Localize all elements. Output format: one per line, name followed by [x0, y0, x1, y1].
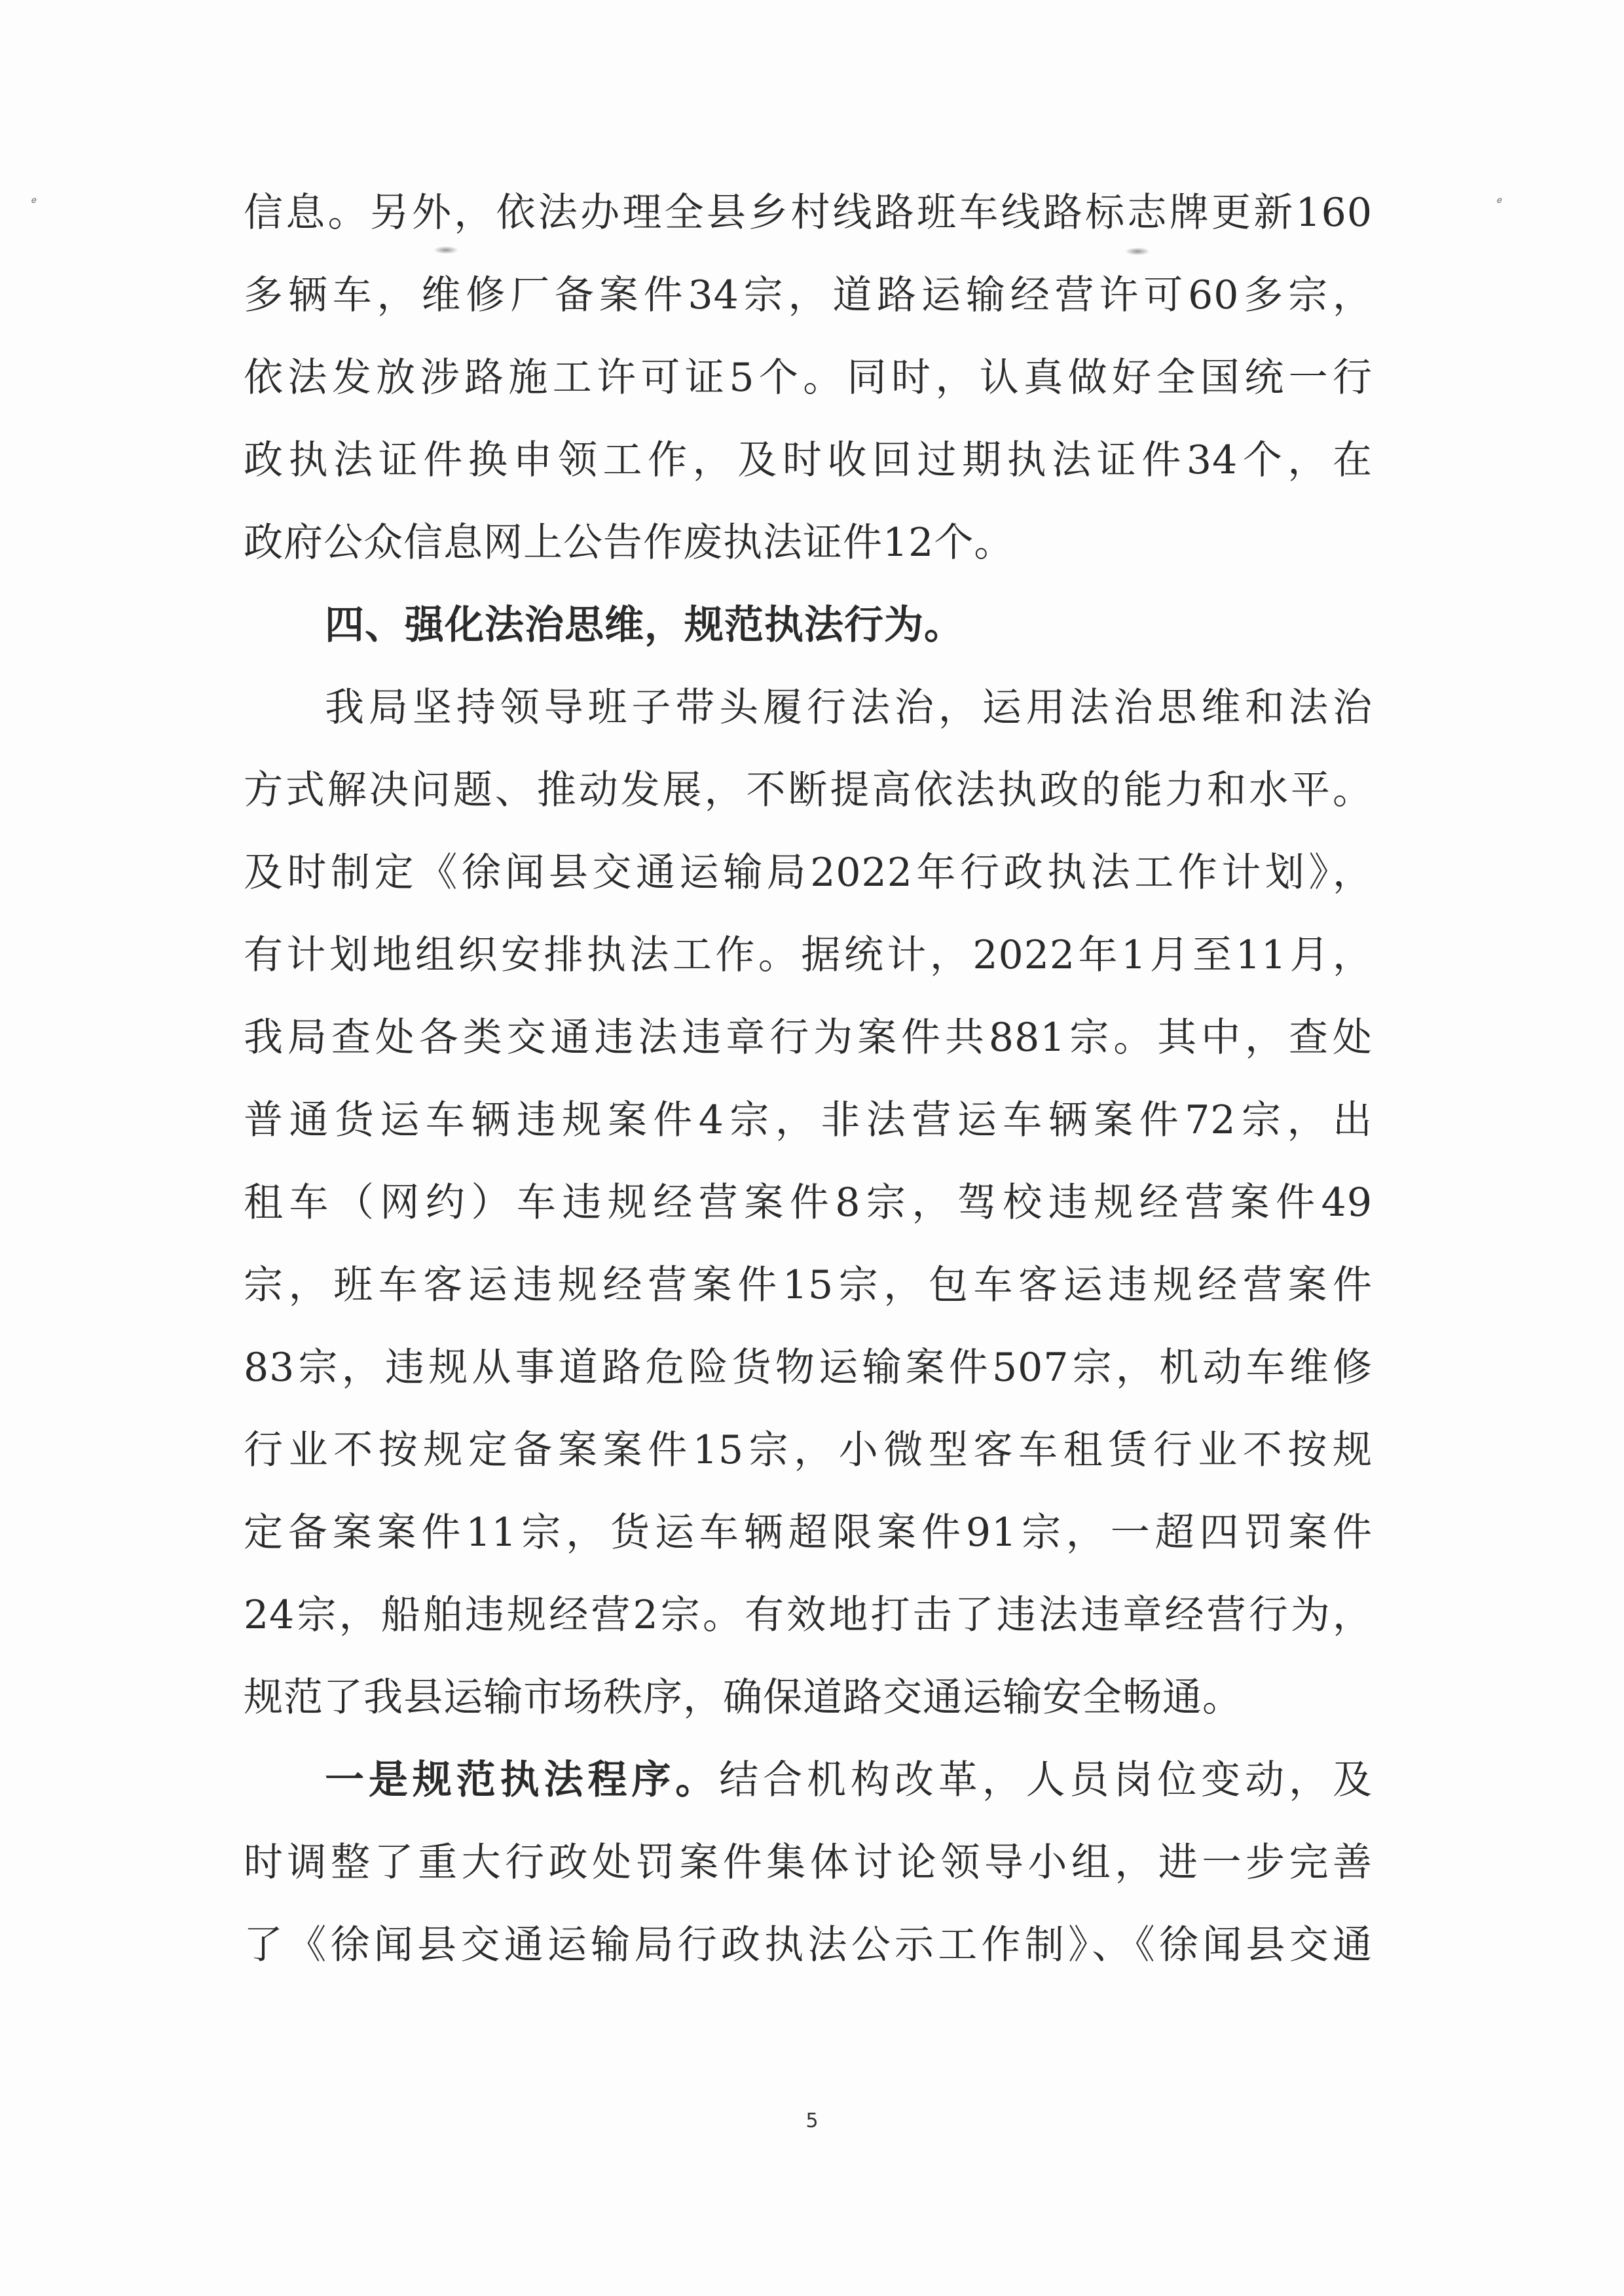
- text-line: 我局坚持领导班子带头履行法治，运用法治思维和法治: [325, 685, 1373, 731]
- text-line: 方式解决问题、推动发展，不断提高依法执政的能力和水平。: [244, 767, 1373, 813]
- text-line: 行业不按规定备案案件15宗，小微型客车租赁行业不按规: [244, 1427, 1373, 1473]
- paragraph-enforcement-statistics: [244, 666, 1373, 1739]
- text-span: 结合机构改革，人员岗位变动，及: [719, 1757, 1373, 1803]
- text-line: [244, 1739, 1373, 1821]
- text-line: 政府公众信息网上公告作废执法证件12个。: [244, 520, 1014, 566]
- text-line: 我局查处各类交通违法违章行为案件共881宗。其中，查处: [244, 1015, 1373, 1061]
- text-line: 规范了我县运输市场秩序，确保道路交通运输安全畅通。: [244, 1675, 1242, 1721]
- text-line: 依法发放涉路施工许可证5个。同时，认真做好全国统一行: [244, 355, 1373, 401]
- text-line: 普通货运车辆违规案件4宗，非法营运车辆案件72宗，出: [244, 1097, 1373, 1143]
- paragraph-lead: 一是规范执法程序。: [325, 1757, 720, 1803]
- text-line: 政执法证件换申领工作，及时收回过期执法证件34个，在: [244, 437, 1373, 483]
- section-heading: 四、强化法治思维，规范执法行为。: [325, 602, 964, 648]
- paragraph-enforcement-procedure: [244, 1739, 1373, 1986]
- paragraph-continuation: [244, 172, 1373, 584]
- text-line: 有计划地组织安排执法工作。据统计，2022年1月至11月，: [244, 932, 1373, 978]
- text-line: 83宗，违规从事道路危险货物运输案件507宗，机动车维修: [244, 1345, 1373, 1391]
- text-line: 时调整了重大行政处罚案件集体讨论领导小组，进一步完善: [244, 1840, 1373, 1886]
- scan-mark-right: 𝑒: [1497, 195, 1502, 206]
- text-line: 宗，班车客运违规经营案件15宗，包车客运违规经营案件: [244, 1262, 1373, 1308]
- document-body: [244, 172, 1373, 1986]
- page-number: 5: [805, 2109, 819, 2132]
- text-line: 多辆车，维修厂备案件34宗，道路运输经营许可60多宗，: [244, 272, 1373, 318]
- text-line: 及时制定《徐闻县交通运输局2022年行政执法工作计划》，: [244, 850, 1373, 896]
- text-line: 24宗，船舶违规经营2宗。有效地打击了违法违章经营行为，: [244, 1592, 1373, 1638]
- text-line: 定备案案件11宗，货运车辆超限案件91宗，一超四罚案件: [244, 1510, 1373, 1556]
- text-line: 信息。另外，依法办理全县乡村线路班车线路标志牌更新160: [244, 190, 1373, 236]
- text-line: 了《徐闻县交通运输局行政执法公示工作制》、《徐闻县交通: [244, 1922, 1373, 1968]
- text-line: 租车（网约）车违规经营案件8宗，驾校违规经营案件49: [244, 1180, 1373, 1226]
- scan-mark-left: 𝑒: [31, 195, 37, 206]
